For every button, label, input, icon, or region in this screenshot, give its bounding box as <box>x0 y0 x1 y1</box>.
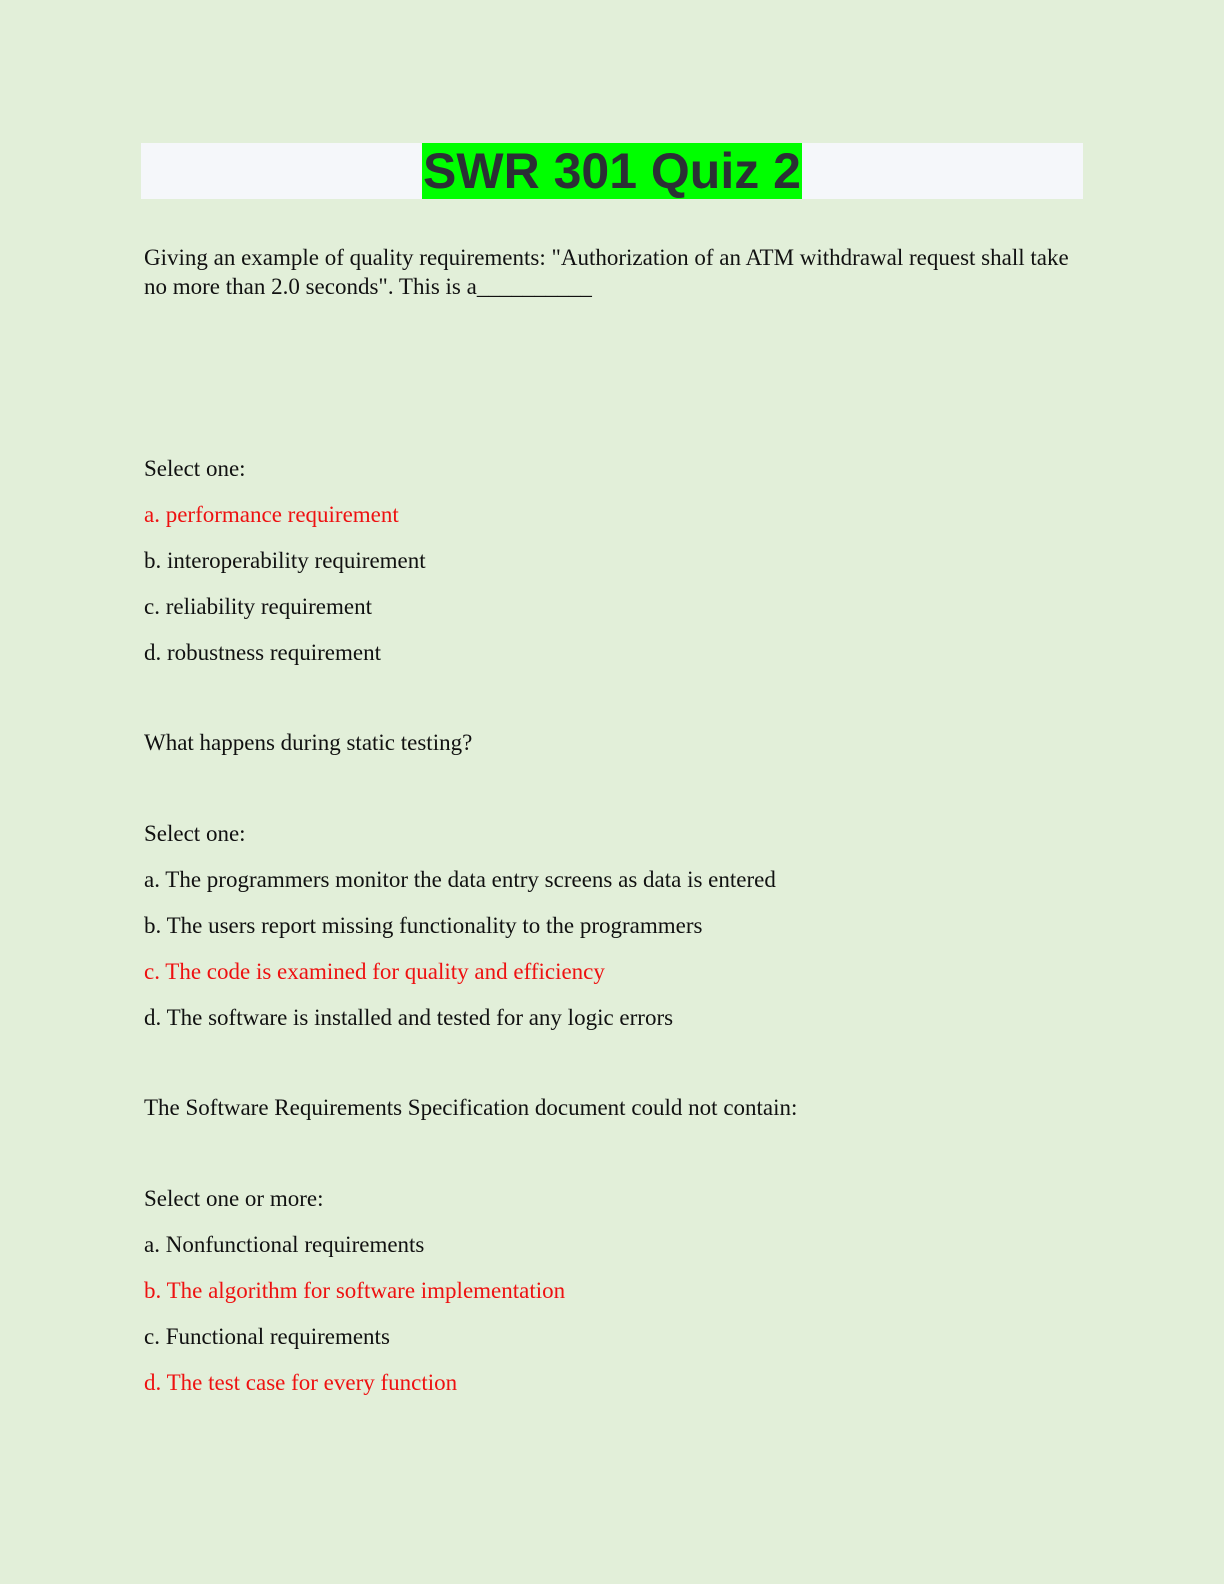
question-block-1 <box>144 243 1084 667</box>
select-prompt: Select one: <box>144 821 246 846</box>
answer-option[interactable]: a. Nonfunctional requirements <box>144 1232 425 1257</box>
answer-option-correct[interactable]: c. The code is examined for quality and efficiency <box>144 959 605 984</box>
answer-option[interactable]: d. The software is installed and tested for any logic errors <box>144 1005 674 1030</box>
question-text: Giving an example of quality requirements: "Authorization of an ATM withdrawal request shall take no more than 2.0 seconds". This is a__________ <box>144 245 1069 299</box>
answer-option-correct[interactable]: d. The test case for every function <box>144 1370 458 1395</box>
answer-option[interactable]: b. interoperability requirement <box>144 548 426 573</box>
answer-option[interactable]: a. The programmers monitor the data entry screens as data is entered <box>144 867 776 892</box>
question-block-2 <box>144 728 1084 1032</box>
question-text: The Software Requirements Specification document could not contain: <box>144 1095 798 1120</box>
answer-option-correct[interactable]: b. The algorithm for software implementation <box>144 1278 566 1303</box>
quiz-content <box>144 243 1084 1458</box>
title-bar <box>141 143 1083 199</box>
select-prompt: Select one or more: <box>144 1186 324 1211</box>
answer-option[interactable]: b. The users report missing functionality to the programmers <box>144 913 703 938</box>
question-block-3 <box>144 1093 1084 1397</box>
answer-option-correct[interactable]: a. performance requirement <box>144 502 399 527</box>
answer-option[interactable]: c. Functional requirements <box>144 1324 390 1349</box>
answer-option[interactable]: d. robustness requirement <box>144 640 381 665</box>
answer-option[interactable]: c. reliability requirement <box>144 594 372 619</box>
page-title: SWR 301 Quiz 2 <box>423 143 801 199</box>
select-prompt: Select one: <box>144 456 246 481</box>
question-text: What happens during static testing? <box>144 730 473 755</box>
